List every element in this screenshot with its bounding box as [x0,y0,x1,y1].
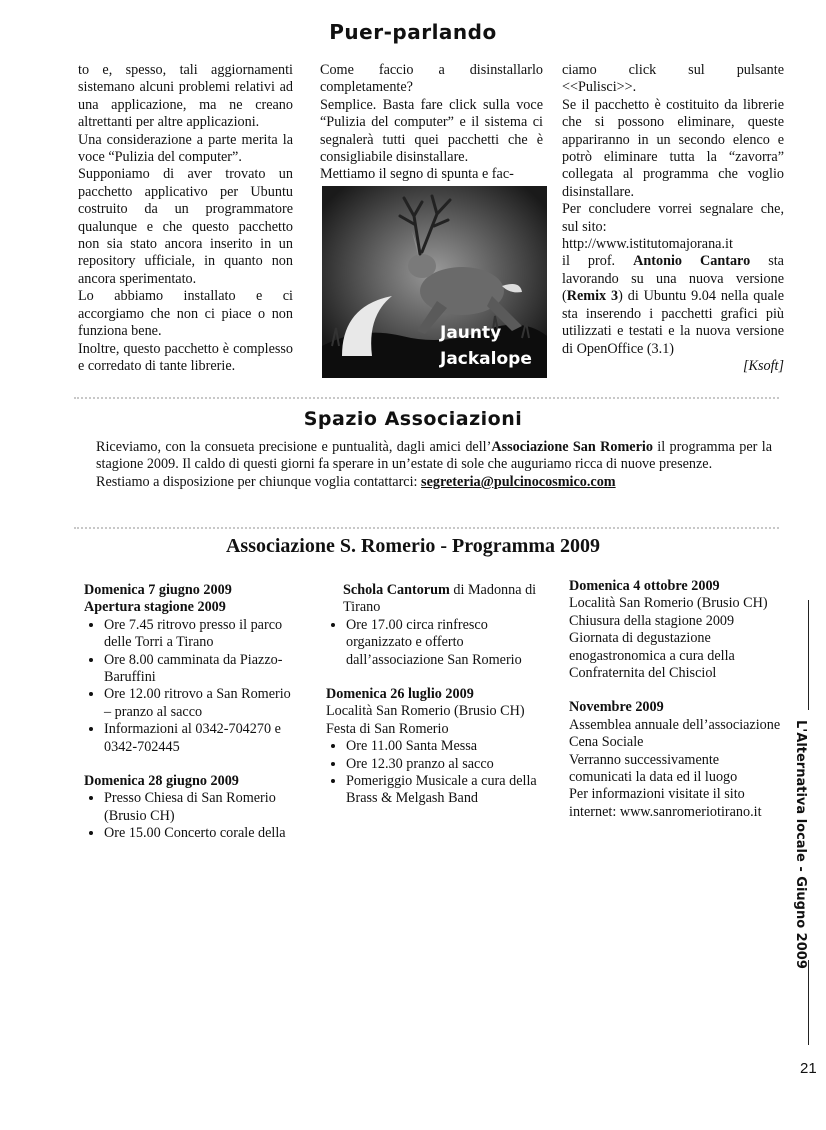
article-paragraph: Come faccio a disinstallarlo completamente? [320,62,543,96]
program-column-3 [569,578,783,821]
article-paragraph: Supponiamo di aver trovato un pacchetto applicativo per Ubuntu costruito da un programmatore qualunque e che questo pacchetto non sia stato ancora inserito in un repository ufficiale, in quanto non ancora sperimentato. [78,166,293,287]
article-paragraph: Mettiamo il segno di spunta e fac- [320,166,514,183]
image-caption-jackalope: Jackalope [440,349,532,369]
article-paragraph: ciamo click sul pulsante <<Pulisci>>. [562,62,784,96]
author-name: Antonio Cantaro [633,253,751,270]
event-list [326,738,546,808]
sidebar-publication-text: L'Alternativa locale - Giugno 2009 [793,720,808,969]
list-item: • Ore 11.00 Santa Messa [346,738,546,755]
program-column-2 [326,582,546,808]
article-paragraph: Se il pacchetto è costituito da librerie che si possono eliminare, queste appariranno in un secondo elenco e potrò eliminare tutta la “zavorra” collegata al programma che voglio disinstallare. [562,96,784,200]
event-text: Assemblea annuale dell’associazione [569,716,781,733]
text-span: il prof. [562,253,634,270]
article-paragraph: to e, spesso, tali aggiornamenti sistemano alcuni problemi relativi ad una applicazione, ma ne creano altrettanti per altre applicazioni. [78,62,293,131]
choir-name: Schola Cantorum [343,582,450,598]
associations-paragraph [96,439,772,474]
text-span: Riceviamo, con la consueta precisione e puntualità, dagli amici dell’ [96,439,492,455]
event-text [326,582,546,617]
event-text: Giornata di degustazione enogastronomica a cura della Confraternita del Chisciol [569,630,735,682]
event-text: Verranno successivamente comunicati la data ed il luogo [569,751,738,786]
article-paragraph: Per concludere vorrei segnalare che, sul sito: [562,201,784,235]
article-column-2 [320,62,543,184]
article-paragraph: Una considerazione a parte merita la voce “Pulizia del computer”. [78,131,293,166]
list-item: • Ore 15.00 Concerto corale della [104,825,300,842]
text-span: sta lavorando su una nuova versione ( [562,253,784,305]
event-list [326,617,546,669]
site-url: http://www.istitutomajorana.it [562,236,733,253]
article-paragraph: Inoltre, questo pacchetto è complesso e corredato di tante librerie. [78,340,293,374]
event-text: Località San Romerio (Brusio CH) [326,703,525,720]
associations-title: Spazio Associazioni [303,408,523,430]
text-span: ) di Ubuntu 9.04 nella quale sta inserendo i pacchetti grafici più utilizzati e testati e la nuova versione di OpenOffice (3.1) [562,288,784,357]
article-column-3 [562,62,784,375]
event-text: Festa di San Romerio [326,720,449,737]
list-item: • Ore 7.45 ritrovo presso il parco delle Torri a Tirano [104,617,300,652]
event-subheading: Apertura stagione 2009 [84,599,226,616]
association-name: Associazione San Romerio [491,439,653,455]
jackalope-illustration [322,186,547,378]
event-list [84,617,300,756]
event-text: Località San Romerio (Brusio CH) [569,595,768,612]
program-title: Associazione S. Romerio - Programma 2009 [225,535,600,557]
author-signature: [Ksoft] [742,357,784,374]
article-paragraph: Semplice. Basta fare click sulla voce “Pulizia del computer” e il sistema ci segnalerà tutti quei pacchetti che è consigliabile disinstallare. [320,96,543,166]
sidebar-rule-bottom [808,960,809,1045]
event-date-heading: Domenica 4 ottobre 2009 [569,578,720,594]
event-list [84,790,300,842]
text-span: il programma per la stagione 2009. Il caldo di questi giorni fa sperare in un’estate di sole che auguriamo ricca di nuove presenze. [96,439,772,473]
article-paragraph: Lo abbiamo installato e ci accorgiamo che non ci piace o non funziona bene. [78,288,293,340]
list-item: • Ore 12.30 pranzo al sacco [346,756,546,773]
event-date-heading: Domenica 28 giugno 2009 [84,773,239,790]
list-item: • Ore 17.00 circa rinfresco organizzato e offerto dall’associazione San Romerio [346,617,546,669]
image-caption-jaunty: Jaunty [440,323,502,343]
event-text: Cena Sociale [569,734,644,751]
page-header-title: Puer-parlando [329,20,497,44]
event-date-heading: Domenica 7 giugno 2009 [84,582,232,598]
article-column-1 [78,62,293,375]
event-date-heading: Domenica 26 luglio 2009 [326,686,474,703]
contact-email-link[interactable]: segreteria@pulcinocosmico.com [421,473,616,490]
text-span: di Madonna di Tirano [343,582,537,616]
event-text: Chiusura della stagione 2009 [569,612,735,629]
associations-contact [96,474,772,491]
associations-body [96,439,772,491]
program-column-1 [84,582,300,843]
page-number: 21 [800,1060,817,1077]
list-item: • Pomeriggio Musicale a cura della Brass & Melgash Band [346,773,546,808]
list-item: • Presso Chiesa di San Romerio (Brusio CH) [104,790,300,825]
article-paragraph [562,253,784,357]
event-date-heading: Novembre 2009 [569,699,664,716]
jaunty-jackalope-image [322,186,547,378]
sidebar-rule-top [808,600,809,710]
list-item: • Informazioni al 0342-704270 e 0342-702445 [104,721,300,756]
remix-version: Remix 3 [566,288,619,305]
list-item: • Ore 12.00 ritrovo a San Romerio – pranzo al sacco [104,686,300,721]
text-span: Restiamo a disposizione per chiunque voglia contattarci: [96,473,422,490]
event-text: Per informazioni visitate il sito internet: www.sanromeriotirano.it [569,786,762,820]
list-item: • Ore 8.00 camminata da Piazzo-Baruffini [104,652,300,687]
